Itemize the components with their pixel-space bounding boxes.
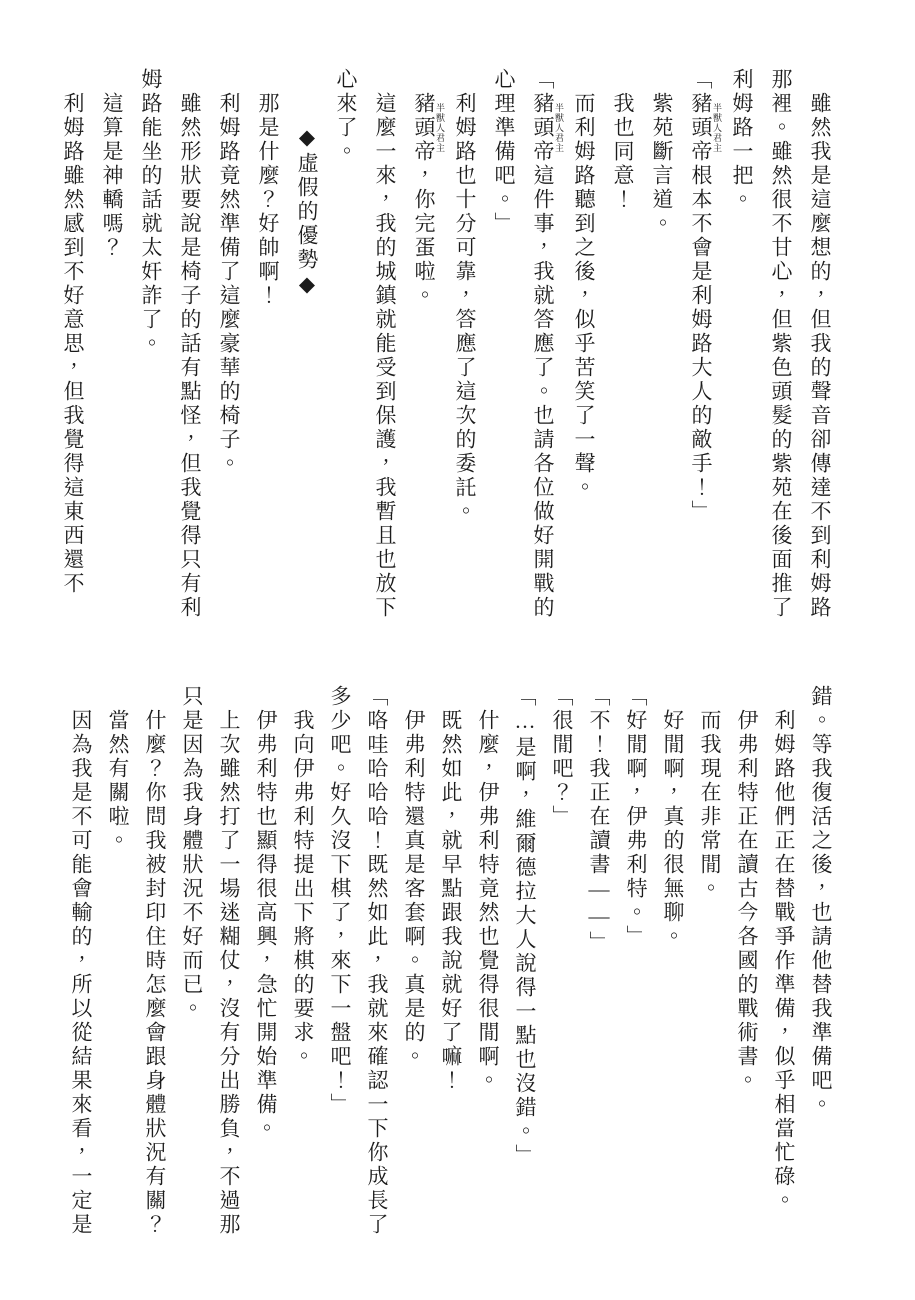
ruby-text: 半獸人君主 <box>712 92 722 164</box>
ruby-annotated-word: 豬頭帝 半獸人君主 <box>689 92 722 164</box>
text-run: 「很閒吧？」 <box>550 685 574 829</box>
text-line <box>432 685 469 1299</box>
text-line <box>564 68 603 646</box>
page-top-text-block <box>53 68 839 646</box>
text-line <box>722 68 761 646</box>
text-line <box>326 68 365 646</box>
text-line <box>170 68 209 646</box>
text-line <box>62 685 99 1299</box>
text-run: 姆路能坐的話就太奸詐了。 <box>139 68 163 356</box>
text-run: 伊弗利特正在讀古今各國的戰術書。 <box>735 709 759 1093</box>
text-run: 心來了。 <box>334 68 358 164</box>
text-run: 這算是神轎嗎？ <box>100 92 124 260</box>
text-run: 「好閒啊，伊弗利特。」 <box>624 685 648 949</box>
text-line <box>800 68 839 646</box>
text-line <box>445 68 484 646</box>
text-line <box>173 685 210 1299</box>
text-run: 我也同意！ <box>611 92 635 212</box>
text-line <box>765 685 802 1299</box>
text-run: 利姆路也十分可靠，答應了這次的委託。 <box>453 92 477 524</box>
text-line <box>209 68 248 646</box>
text-line <box>654 685 691 1299</box>
text-run: 雖然形狀要說是椅子的話有點怪，但我覺得只有利 <box>178 92 202 620</box>
text-run: 好閒啊，真的很無聊。 <box>661 709 685 949</box>
text-run: 而利姆路聽到之後，似乎苦笑了一聲。 <box>572 92 596 500</box>
page-bottom-text-block <box>62 685 839 1299</box>
text-run: 錯。等我復活之後，也請他替我準備吧。 <box>809 685 833 1117</box>
text-line <box>136 685 173 1299</box>
text-run: 既然如此，就早點跟我說就好了嘛！ <box>439 709 463 1093</box>
text-line <box>247 685 284 1299</box>
ruby-text: 半獸人君主 <box>435 92 445 164</box>
text-run: 這件事，我就答應了。也請各位做好開戰的 <box>531 164 555 620</box>
text-line <box>506 685 543 1299</box>
text-line <box>92 68 131 646</box>
text-run: 伊弗利特還真是客套啊。真是的。 <box>402 709 426 1069</box>
ruby-annotated-word: 豬頭帝 半獸人君主 <box>412 92 445 164</box>
text-run: 雖然我是這麼想的，但我的聲音卻傳達不到利姆路 <box>808 92 832 620</box>
text-line <box>484 68 523 646</box>
text-run: 心理準備吧。」 <box>492 68 516 236</box>
text-run: 什麼，伊弗利特竟然也覺得很閒啊。 <box>476 709 500 1093</box>
section-heading <box>287 68 326 646</box>
text-run: ◆虛假的優勢◆ <box>295 125 319 299</box>
text-line <box>395 685 432 1299</box>
text-run: 因為我是不可能會輸的，所以從結果來看，一定是 <box>69 709 93 1237</box>
text-line <box>365 68 404 646</box>
text-line <box>728 685 765 1299</box>
text-run: ，你完蛋啦。 <box>412 164 436 308</box>
text-run: 利姆路雖然感到不好意思，但我覺得這東西還不 <box>61 92 85 596</box>
text-run: 利姆路他們正在替戰爭作準備，似乎相當忙碌。 <box>772 709 796 1213</box>
text-line <box>642 68 681 646</box>
text-run: 「 <box>531 68 555 92</box>
text-line <box>358 685 395 1299</box>
text-run: 上次雖然打了一場迷糊仗，沒有分出勝負，不過那 <box>217 709 241 1237</box>
text-run: 「…是啊，維爾德拉大人說得一點也沒錯。」 <box>513 685 537 1168</box>
text-run: 根本不會是利姆路大人的敵手！」 <box>689 164 713 524</box>
text-line <box>761 68 800 646</box>
text-run: 只是因為我身體狀況不好而已。 <box>180 685 204 1021</box>
text-line <box>802 685 839 1299</box>
text-run: 「 <box>689 68 713 92</box>
text-line <box>53 68 92 646</box>
text-run: 利姆路竟然準備了這麼豪華的椅子。 <box>217 92 241 476</box>
text-line <box>404 68 445 646</box>
ruby-annotated-word: 豬頭帝 半獸人君主 <box>531 92 564 164</box>
text-run: 「咯哇哈哈哈！既然如此，我就來確認一下你成長了 <box>365 685 389 1237</box>
text-line <box>681 68 722 646</box>
text-run: 那裡。雖然很不甘心，但紫色頭髮的紫苑在後面推了 <box>769 68 793 620</box>
text-line <box>691 685 728 1299</box>
text-line <box>543 685 580 1299</box>
text-run: 這麼一來，我的城鎮就能受到保護，我暫且也放下 <box>373 92 397 620</box>
text-line <box>580 685 617 1299</box>
text-run: 什麼？你問我被封印住時怎麼會跟身體狀況有關？ <box>143 709 167 1237</box>
text-run: 多少吧。好久沒下棋了，來下一盤吧！」 <box>328 685 352 1117</box>
ruby-text: 半獸人君主 <box>554 92 564 164</box>
text-run: 「不！我正在讀書——」 <box>587 685 611 955</box>
text-run: 而我現在非常閒。 <box>698 709 722 901</box>
text-line <box>248 68 287 646</box>
text-line <box>321 685 358 1299</box>
text-run: 紫苑斷言道。 <box>650 92 674 236</box>
text-line <box>617 685 654 1299</box>
text-line <box>284 685 321 1299</box>
text-line <box>469 685 506 1299</box>
text-run: 我向伊弗利特提出下將棋的要求。 <box>291 709 315 1069</box>
text-line <box>131 68 170 646</box>
text-run: 利姆路一把。 <box>730 68 754 212</box>
text-line <box>210 685 247 1299</box>
text-run: 那是什麼？好帥啊！ <box>256 92 280 308</box>
text-run: 伊弗利特也顯得很高興，急忙開始準備。 <box>254 709 278 1141</box>
text-line <box>523 68 564 646</box>
text-line <box>99 685 136 1299</box>
text-run: 當然有關啦。 <box>106 709 130 853</box>
text-line <box>603 68 642 646</box>
